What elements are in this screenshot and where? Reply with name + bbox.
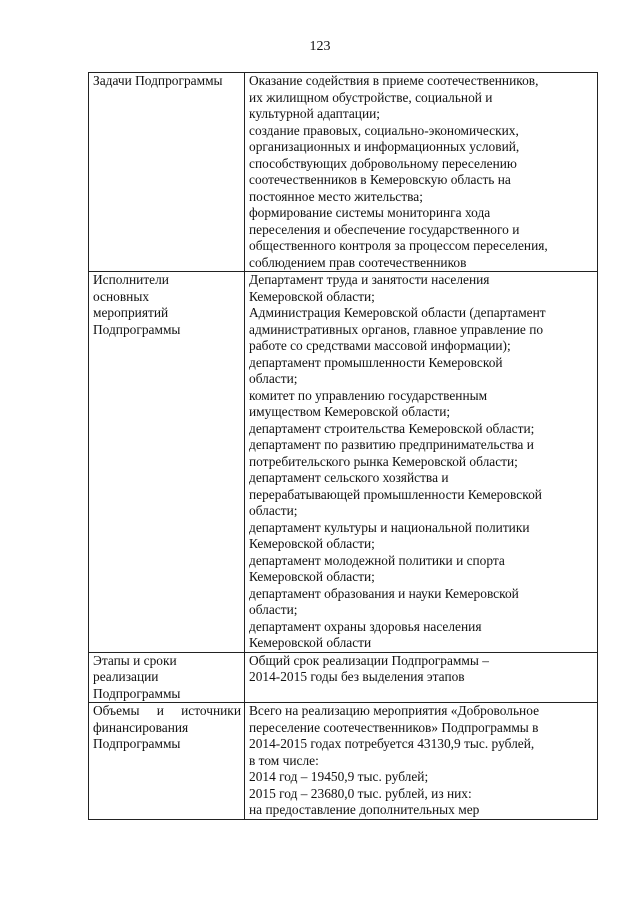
row-label-line: основных bbox=[93, 288, 150, 304]
content-line: 2014-2015 годы без выделения этапов bbox=[249, 669, 465, 684]
content-line: переселения и обеспечение государственного и bbox=[249, 221, 520, 237]
content-line: постоянное место жительства; bbox=[249, 188, 423, 204]
content-line: области; bbox=[249, 503, 298, 518]
content-line: формирование системы мониторинга хода bbox=[249, 205, 491, 220]
content-line: департамент по развитию предпринимательства и bbox=[249, 437, 534, 452]
content-line: переселение соотечественников» Подпрограммы в bbox=[249, 719, 539, 735]
content-line: 2014-2015 годах потребуется 43130,9 тыс. рублей, bbox=[249, 736, 535, 751]
content-line: соблюдением прав соотечественников bbox=[249, 254, 467, 270]
content-line: общественного контроля за процессом переселения, bbox=[249, 238, 548, 253]
content-line: потребительского рынка Кемеровской области; bbox=[249, 453, 518, 469]
content-line: департамент образования и науки Кемеровской bbox=[249, 585, 519, 601]
content-line: организационных и информационных условий, bbox=[249, 139, 520, 154]
row-content-cell bbox=[245, 652, 598, 703]
row-label-line: Подпрограммы bbox=[93, 685, 181, 701]
content-line: на предоставление дополнительных мер bbox=[249, 802, 480, 817]
content-line: соотечественников в Кемеровскую область на bbox=[249, 172, 511, 187]
content-line: департамент охраны здоровья населения bbox=[249, 618, 482, 634]
content-line: Общий срок реализации Подпрограммы – bbox=[249, 652, 489, 668]
content-line: департамент культуры и национальной политики bbox=[249, 519, 530, 535]
content-line: Всего на реализацию мероприятия «Добровольное bbox=[249, 703, 540, 718]
content-line: Кемеровской области; bbox=[249, 569, 375, 584]
content-line: департамент строительства Кемеровской области; bbox=[249, 420, 535, 436]
row-label-line-justified bbox=[93, 703, 241, 720]
row-label-cell bbox=[89, 272, 245, 653]
content-line: Кемеровской области; bbox=[249, 536, 375, 551]
content-line: Кемеровской области; bbox=[249, 288, 375, 304]
content-line: в том числе: bbox=[249, 752, 319, 768]
row-label-cell bbox=[89, 652, 245, 703]
content-line: способствующих добровольному переселению bbox=[249, 155, 517, 171]
content-line: работе со средствами массовой информации); bbox=[249, 338, 511, 353]
row-label-line: Задачи Подпрограммы bbox=[93, 73, 223, 88]
table-row-tasks bbox=[89, 73, 598, 272]
content-line: департамент промышленности Кемеровской bbox=[249, 354, 503, 370]
table-row-executors bbox=[89, 272, 598, 653]
content-line: имуществом Кемеровской области; bbox=[249, 404, 451, 419]
content-line: Администрация Кемеровской области (департамент bbox=[249, 305, 546, 320]
content-line: перерабатывающей промышленности Кемеровской bbox=[249, 486, 542, 502]
row-label-cell bbox=[89, 703, 245, 820]
content-line: 2015 год – 23680,0 тыс. рублей, из них: bbox=[249, 785, 472, 801]
row-label-line: реализации bbox=[93, 669, 159, 684]
content-line: департамент сельского хозяйства и bbox=[249, 470, 449, 485]
page-number: 123 bbox=[309, 39, 331, 54]
row-content-cell bbox=[245, 703, 598, 820]
content-line: департамент молодежной политики и спорта bbox=[249, 552, 505, 568]
passport-table bbox=[88, 72, 598, 820]
label-word: источники bbox=[181, 703, 241, 718]
content-line: области; bbox=[249, 602, 298, 617]
content-line: области; bbox=[249, 371, 298, 386]
content-line: Кемеровской области bbox=[249, 635, 372, 650]
table-row-stages bbox=[89, 652, 598, 703]
content-line: административных органов, главное управление по bbox=[249, 321, 544, 337]
row-label-line: Подпрограммы bbox=[93, 321, 181, 337]
row-content-cell bbox=[245, 73, 598, 272]
table-row-funding bbox=[89, 703, 598, 820]
row-label-line: финансирования bbox=[93, 719, 189, 735]
label-word: Объемы bbox=[93, 703, 140, 718]
content-line: комитет по управлению государственным bbox=[249, 387, 488, 403]
content-line: Департамент труда и занятости населения bbox=[249, 272, 490, 287]
content-line: Оказание содействия в приеме соотечественников, bbox=[249, 73, 539, 88]
content-line: создание правовых, социально-экономических, bbox=[249, 122, 519, 138]
row-label-line: Исполнители bbox=[93, 272, 169, 287]
row-label-line: Подпрограммы bbox=[93, 736, 181, 751]
content-line: их жилищном обустройстве, социальной и bbox=[249, 89, 493, 105]
row-label-line: Этапы и сроки bbox=[93, 652, 177, 668]
content-line: культурной адаптации; bbox=[249, 106, 381, 121]
content-line: 2014 год – 19450,9 тыс. рублей; bbox=[249, 769, 429, 784]
row-label-cell bbox=[89, 73, 245, 272]
label-word: и bbox=[156, 703, 164, 718]
row-label-line: мероприятий bbox=[93, 305, 169, 320]
row-content-cell bbox=[245, 272, 598, 653]
